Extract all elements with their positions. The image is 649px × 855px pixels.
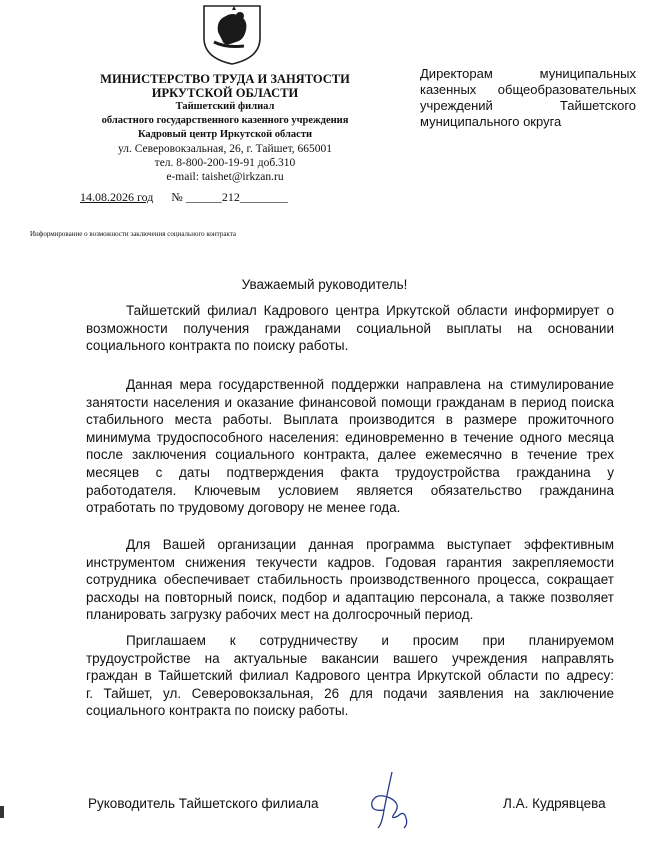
institution-type: областного государственного казенного учреждения: [101, 115, 349, 126]
email: e-mail: taishet@irkzan.ru: [166, 171, 284, 183]
paragraph-line: работодателя. Ключевым условием является обязательство гражданина: [86, 482, 614, 498]
paragraph-line: Тайшетский филиал Кадрового центра Иркутской области информирует о: [126, 303, 614, 318]
ministry-name-line1: МИНИСТЕРСТВО ТРУДА И ЗАНЯТОСТИ: [100, 72, 350, 86]
paragraph-line: инструментом снижения текучести кадров. Годовая гарантия закрепляемости: [86, 554, 614, 570]
paragraph-4: [86, 632, 614, 720]
number-label: №: [171, 190, 183, 204]
organization-header: [60, 72, 390, 184]
paragraph-line: минимума трудоспособного населения: единовременно в течение одного месяца: [86, 429, 614, 445]
branch-name: Тайшетский филиал: [175, 101, 275, 112]
paragraph-2: [86, 376, 614, 517]
signer-title: Руководитель Тайшетского филиала: [88, 796, 319, 811]
signer-name: Л.А. Кудрявцева: [503, 796, 606, 811]
recipient-line: казенных общеобразовательных: [420, 82, 636, 97]
coat-of-arms-emblem: [196, 2, 268, 66]
handwritten-signature: [364, 770, 414, 832]
address: ул. Северовокзальная, 26, г. Тайшет, 665001: [118, 143, 332, 155]
paragraph-line: стабильного места работы. Выплата производится в размере прожиточного: [86, 412, 614, 428]
recipient-line: Директорам муниципальных: [420, 66, 636, 81]
recipient-line: учреждений Тайшетского: [420, 98, 636, 113]
paragraph-line: сотрудника обеспечивает стабильность производственного процесса, сокращает: [86, 572, 614, 588]
institution-name: Кадровый центр Иркутской области: [137, 129, 313, 140]
letter-number: ______212________: [185, 190, 288, 204]
letter-date: 14.08.2026 год: [80, 190, 154, 204]
recipient-line: муниципального округа: [420, 114, 562, 129]
paragraph-3: [86, 536, 614, 624]
paragraph-line: планировать загрузку рабочих мест на долгосрочный период.: [86, 607, 474, 623]
paragraph-line: после заключения социального контракта, далее ежемесячно в течение трех: [86, 447, 614, 463]
paragraph-line: трудоустройстве на актуальные вакансии вашего учреждения направлять: [86, 650, 614, 666]
page-edge-mark: [0, 806, 4, 818]
paragraph-line: Данная мера государственной поддержки направлена на стимулирование: [126, 377, 614, 392]
paragraph-line: Для Вашей организации данная программа выступает эффективным: [126, 537, 614, 552]
paragraph-line: граждан в Тайшетский филиал Кадрового центра Иркутской области по адресу:: [86, 668, 614, 684]
paragraph-line: расходы на повторный поиск, подбор и адаптацию персонала, а также позволяет: [86, 589, 614, 605]
paragraph-line: возможности получения гражданами социальной выплаты на основании: [86, 320, 614, 336]
greeting: Уважаемый руководитель!: [241, 277, 408, 292]
paragraph-line: отработать по трудовому договору не менее года.: [86, 500, 401, 516]
recipient-block: [420, 66, 636, 130]
paragraph-line: социального контракта по поиску работы.: [86, 703, 349, 719]
phone: тел. 8-800-200-19-91 доб.310: [154, 157, 296, 169]
ministry-name-line2: ИРКУТСКОЙ ОБЛАСТИ: [151, 86, 299, 100]
paragraph-line: г. Тайшет, ул. Северовокзальная, 26 для подачи заявления на заключение: [86, 685, 614, 701]
paragraph-line: месяцев с даты подтверждения факта трудоустройства гражданина у: [86, 464, 614, 480]
paragraph-line: Приглашаем к сотрудничеству и просим при планируемом: [126, 633, 614, 648]
date-number-row: [80, 190, 288, 205]
paragraph-line: занятости населения и оказание финансовой помощи гражданам в период поиска: [86, 394, 614, 410]
letter-topic: Информирование о возможности заключения социального контракта: [30, 230, 236, 238]
paragraph-line: социального контракта по поиску работы.: [86, 338, 349, 354]
paragraph-1: [86, 302, 614, 355]
